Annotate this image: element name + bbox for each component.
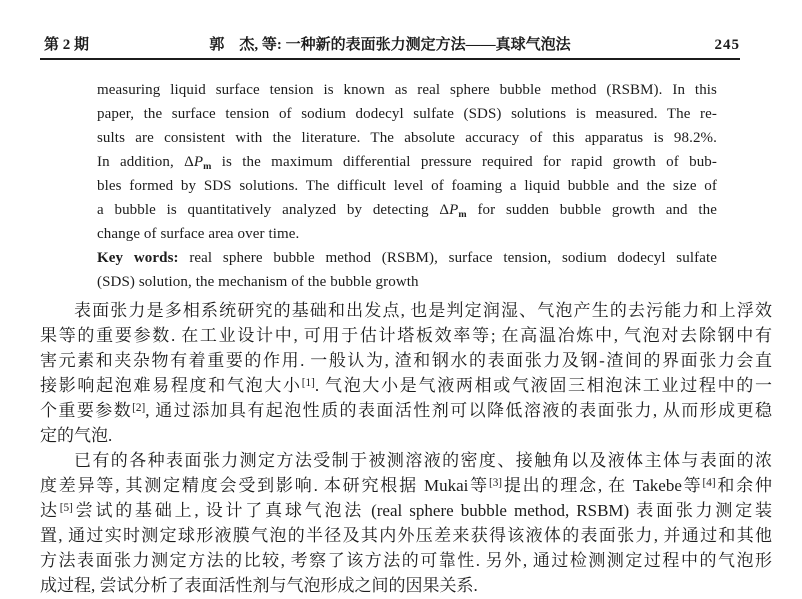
text-line: 个重要参数[2], 通过添加具有起泡性质的表面活性剂可以降低溶液的表面张力, 从而形成更稳 [40,401,772,420]
text-line: 达[5]尝试的基础上, 设计了真球气泡法 (real sphere bubble method, RSBM) 表面张力测定装 [40,501,772,520]
text-line: paper, the surface tension of sodium dodecyl sulfate (SDS) solutions is measured. The re- [97,106,717,122]
text-line: change of surface area over time. [97,226,300,242]
text-line: 害元素和夹杂物有着重要的作用. 一般认为, 渣和钢水的表面张力及钢-渣间的界面张力会直 [40,351,772,370]
text-line: (SDS) solution, the mechanism of the bubble growth [97,274,419,290]
text-line: 表面张力是多相系统研究的基础和出发点, 也是判定润湿、气泡产生的去污能力和上浮效 [74,301,772,320]
text-line: 果等的重要参数. 在工业设计中, 可用于估计塔板效率等; 在高温冶炼中, 气泡对去除钢中有 [40,326,772,345]
text-line: In addition, $\Delta P_m$ is the maximum differential pressure required for rapid growth of bub- [97,154,717,172]
text-line: 方法表面张力测定方法的比较, 考察了该方法的可靠性. 另外, 通过检测测定过程中的气泡形 [40,551,772,570]
text-line: 定的气泡. [40,426,113,445]
running-title: 郭 杰, 等: 一种新的表面张力测定方法——真球气泡法 [209,37,571,53]
abstract-section [97,78,717,294]
text-line: a bubble is quantitatively analyzed by detecting $\Delta P_m$ for sudden bubble growth and the [97,202,717,220]
issue-label: 第 2 期 [44,37,90,53]
running-head [40,36,740,60]
text-line: 成过程, 尝试分析了表面活性剂与气泡形成之间的因果关系. [40,576,478,595]
text-line: bles formed by SDS solutions. The difficult level of foaming a liquid bubble and the size of [97,178,717,194]
paragraph-methods [40,448,772,598]
text-line: sults are consistent with the literature. The absolute accuracy of this apparatus is 98.2%. [97,130,717,146]
text-line: 已有的各种表面张力测定方法受制于被测溶液的密度、接触角以及液体主体与表面的浓 [74,451,772,470]
text-line: Key words: real sphere bubble method (RSBM), surface tension, sodium dodecyl sulfate [97,250,717,266]
paragraph-intro [40,298,772,448]
text-line: measuring liquid surface tension is known as real sphere bubble method (RSBM). In this [97,82,717,98]
page-number: 245 [714,37,740,53]
text-line: 置, 通过实时测定球形液膜气泡的半径及其内外压差来获得该液体的表面张力, 并通过和其他 [40,526,772,545]
text-line: 度差异等, 其测定精度会受到影响. 本研究根据 Mukai等[3]提出的理念, 在 Takebe等[4]和余仲 [40,476,772,495]
body-text [40,298,772,598]
text-line: 接影响起泡难易程度和气泡大小[1]. 气泡大小是气液两相或气液固三相泡沫工业过程中的一 [40,376,772,395]
